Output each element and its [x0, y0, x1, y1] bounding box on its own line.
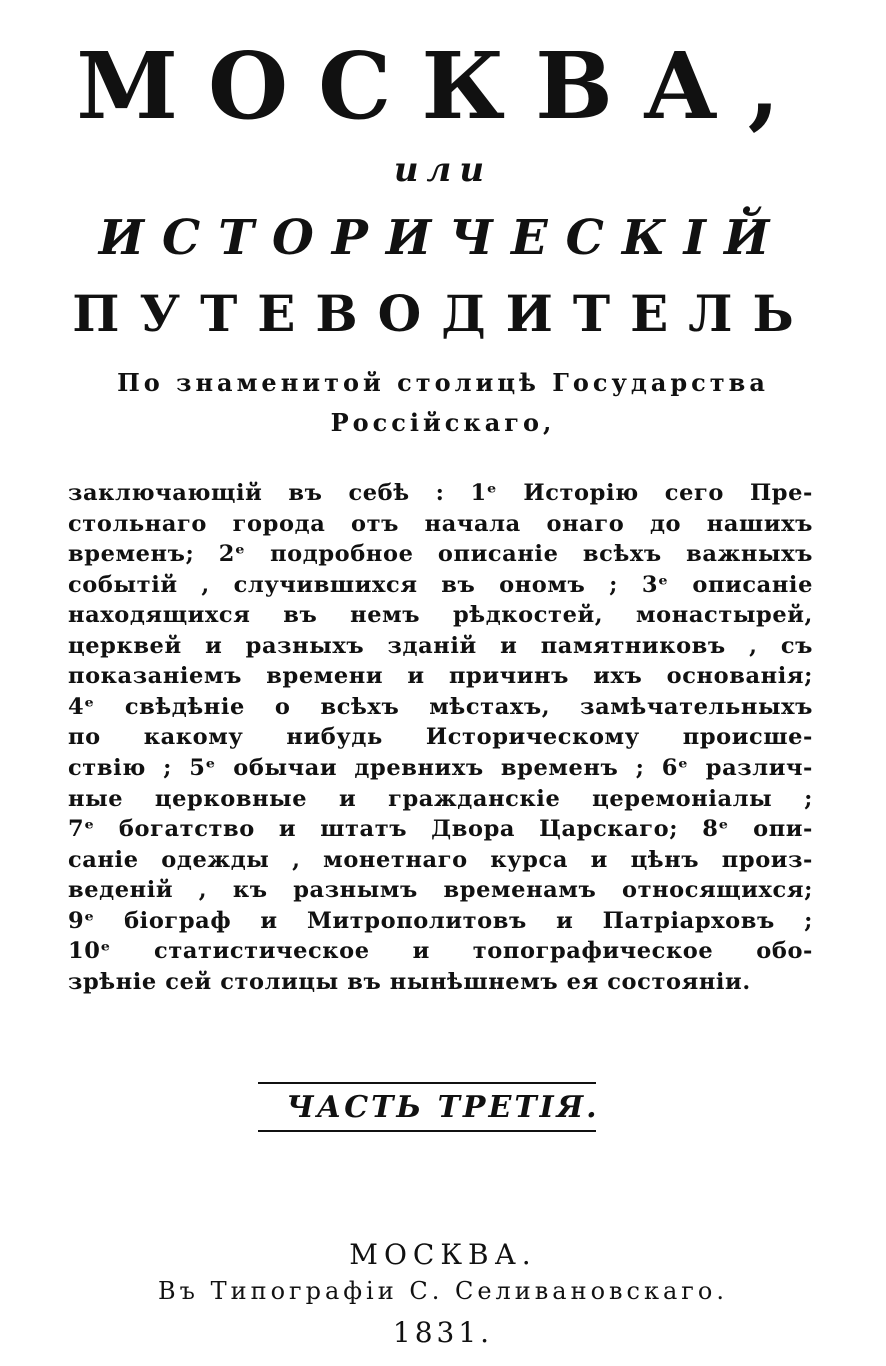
subtitle-line-1: По знаменитой столицѣ Государства: [117, 368, 769, 397]
description-line: веденiй , къ разнымъ временамъ относящихся;: [68, 877, 813, 903]
imprint-city: МОСКВА.: [349, 1238, 537, 1271]
book-title: МОСКВА,: [76, 32, 810, 140]
description-line: по какому нибудь Историческому происше-: [68, 724, 813, 750]
imprint-printer: Въ Типографiи С. Селивановскаго.: [158, 1277, 728, 1305]
description-line: церквей и разныхъ зданiй и памятниковъ , съ: [68, 633, 813, 659]
description-line: показанiемъ времени и причинъ ихъ основанiя;: [68, 663, 813, 689]
title-connector: или: [393, 150, 493, 190]
part-label: ЧАСТЬ ТРЕТIЯ.: [286, 1090, 600, 1125]
subtitle-line-2: Россiйскаго,: [330, 408, 556, 437]
description-line: 4ᵉ свѣдѣнiе о всѣхъ мѣстахъ, замѣчательныхъ: [68, 694, 813, 720]
part-rule-top: [258, 1082, 596, 1084]
description-line: санiе одежды , монетнаго курса и цѣнъ произ-: [68, 847, 813, 873]
title-heading-historical: ИСТОРИЧЕСКIЙ: [98, 210, 788, 266]
description-line: временъ; 2ᵉ подробное описанiе всѣхъ важныхъ: [68, 541, 813, 567]
description-line: стольнаго города отъ начала онаго до нашихъ: [68, 511, 813, 537]
description-line: находящихся въ немъ рѣдкостей, монастырей,: [68, 602, 813, 628]
description-line: заключающiй въ себѣ : 1ᵉ Исторiю сего Пре-: [68, 480, 813, 506]
description-line: зрѣнiе сей столицы въ нынѣшнемъ ея состоянiи.: [68, 969, 751, 995]
description-line: 9ᵉ бiограф и Митрополитовъ и Патрiарховъ ;: [68, 908, 813, 934]
description-line: 7ᵉ богатство и штатъ Двора Царскаго; 8ᵉ опи-: [68, 816, 813, 842]
description-line: ные церковные и гражданскiе церемонiалы ;: [68, 786, 813, 812]
part-rule-bottom: [258, 1130, 596, 1132]
description-line: 10ᵉ статистическое и топографическое обо-: [68, 938, 813, 964]
imprint-year: 1831.: [392, 1316, 494, 1349]
description-line: ствiю ; 5ᵉ обычаи древнихъ временъ ; 6ᵉ различ-: [68, 755, 813, 781]
description-line: событiй , случившихся въ ономъ ; 3ᵉ описанiе: [68, 572, 813, 598]
title-heading-guide: ПУТЕВОДИТЕЛЬ: [72, 284, 814, 343]
